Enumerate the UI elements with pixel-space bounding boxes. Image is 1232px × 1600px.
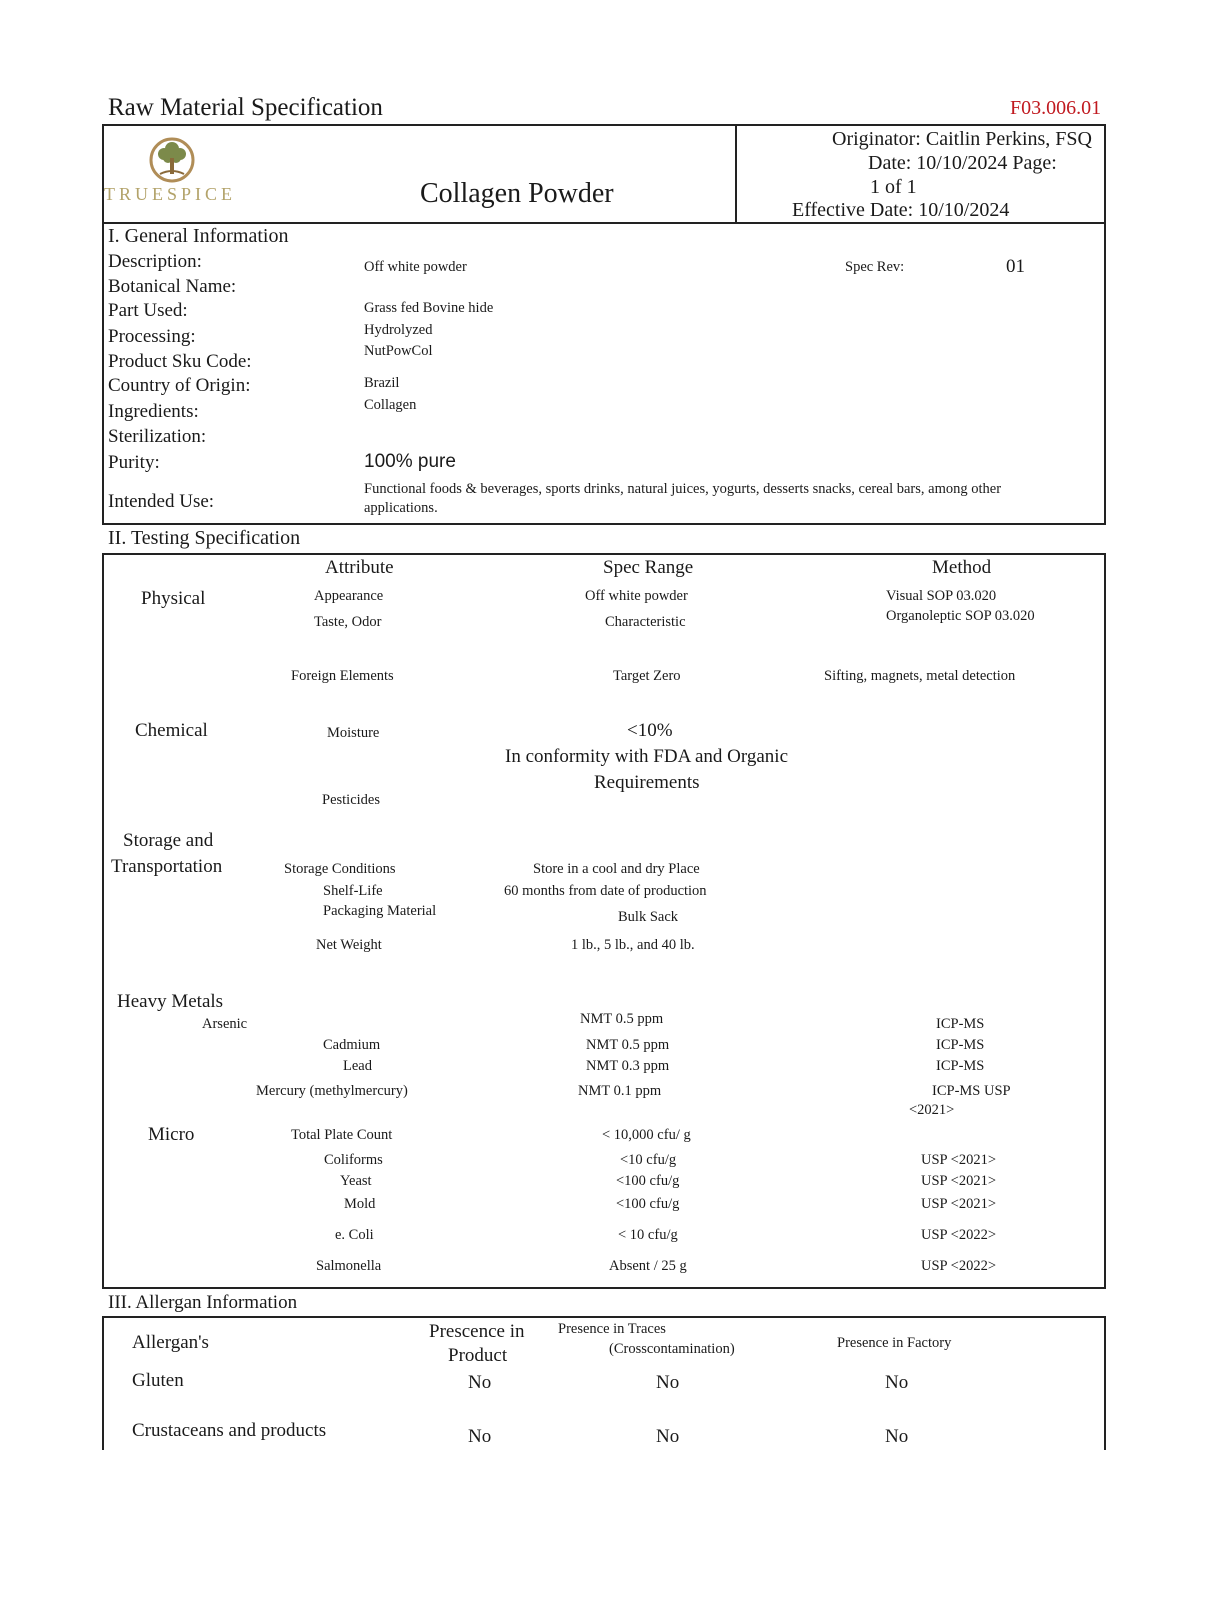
value-description: Off white powder <box>364 259 467 275</box>
method-cadmium: ICP-MS <box>936 1037 985 1053</box>
value-sku: NutPowCol <box>364 343 433 359</box>
col-spec-range: Spec Range <box>603 557 694 578</box>
brand-name: TRUESPICE <box>104 184 237 204</box>
effective-date: Effective Date: 10/10/2024 <box>792 199 1010 221</box>
document-title: Raw Material Specification <box>108 94 383 121</box>
spec-rev-value: 01 <box>1006 256 1025 277</box>
allergen-row-product: No <box>468 1426 492 1447</box>
allergen-row-factory: No <box>885 1372 909 1393</box>
label-part-used: Part Used: <box>108 300 188 321</box>
value-processing: Hydrolyzed <box>364 322 433 338</box>
truespice-logo-icon <box>140 136 204 191</box>
col-presence-traces-line2: (Crosscontamination) <box>609 1341 735 1357</box>
value-country: Brazil <box>364 375 400 391</box>
allergen-row-factory: No <box>885 1426 909 1447</box>
col-presence-product-line2: Product <box>448 1345 508 1366</box>
spec-mold: <100 cfu/g <box>616 1196 680 1212</box>
allergen-left-border <box>102 1316 104 1450</box>
group-heavy-metals: Heavy Metals <box>117 991 224 1012</box>
allergen-right-border <box>1104 1316 1106 1450</box>
label-purity: Purity: <box>108 452 160 473</box>
col-presence-factory: Presence in Factory <box>837 1335 952 1351</box>
spec-salmonella: Absent / 25 g <box>609 1258 687 1274</box>
spec-net-weight: 1 lb., 5 lb., and 40 lb. <box>571 937 695 953</box>
attr-mercury: Mercury (methylmercury) <box>256 1083 408 1099</box>
method-arsenic: ICP-MS <box>936 1016 985 1032</box>
allergen-top-border <box>102 1316 1106 1318</box>
originator: Originator: Caitlin Perkins, FSQ <box>832 128 1092 150</box>
attr-appearance: Appearance <box>314 588 384 604</box>
product-name: Collagen Powder <box>420 178 614 209</box>
value-part-used: Grass fed Bovine hide <box>364 300 494 316</box>
spec-packaging: Bulk Sack <box>618 909 679 925</box>
attr-net-weight: Net Weight <box>316 937 382 953</box>
label-intended-use: Intended Use: <box>108 491 215 512</box>
allergen-row-traces: No <box>656 1372 680 1393</box>
value-intended-use-line2: applications. <box>364 500 438 516</box>
general-info-box <box>102 222 1106 525</box>
header-divider <box>735 124 737 224</box>
spec-arsenic: NMT 0.5 ppm <box>580 1011 664 1027</box>
spec-yeast: <100 cfu/g <box>616 1173 680 1189</box>
allergen-row-product: No <box>468 1372 492 1393</box>
spec-mercury: NMT 0.1 ppm <box>578 1083 662 1099</box>
label-ingredients: Ingredients: <box>108 401 199 422</box>
col-presence-traces-line1: Presence in Traces <box>558 1321 666 1337</box>
attr-lead: Lead <box>343 1058 372 1074</box>
method-appearance: Visual SOP 03.020 <box>886 588 997 604</box>
group-chemical: Chemical <box>135 720 208 741</box>
value-intended-use-line1: Functional foods & beverages, sports drinks, natural juices, yogurts, desserts snacks, cereal bars, among other <box>364 481 1002 497</box>
spec-cadmium: NMT 0.5 ppm <box>586 1037 670 1053</box>
allergen-heading: III. Allergan Information <box>108 1292 298 1313</box>
method-foreign-elements: Sifting, magnets, metal detection <box>824 668 1016 684</box>
label-country: Country of Origin: <box>108 375 251 396</box>
spec-moisture: <10% <box>627 720 673 741</box>
col-method: Method <box>932 557 992 578</box>
attr-taste-odor: Taste, Odor <box>314 614 382 630</box>
attr-shelf-life: Shelf-Life <box>323 883 383 899</box>
label-botanical-name: Botanical Name: <box>108 276 237 297</box>
attr-cadmium: Cadmium <box>323 1037 381 1053</box>
spec-coliforms: <10 cfu/g <box>620 1152 677 1168</box>
attr-storage-conditions: Storage Conditions <box>284 861 396 877</box>
col-attribute: Attribute <box>325 557 394 578</box>
attr-total-plate-count: Total Plate Count <box>291 1127 393 1143</box>
method-taste-odor: Organoleptic SOP 03.020 <box>886 608 1035 624</box>
attr-pesticides: Pesticides <box>322 792 380 808</box>
spec-storage-conditions: Store in a cool and dry Place <box>533 861 700 877</box>
value-ingredients: Collagen <box>364 397 417 413</box>
spec-taste-odor: Characteristic <box>605 614 686 630</box>
group-storage-line2: Transportation <box>111 856 223 877</box>
attr-yeast: Yeast <box>340 1173 372 1189</box>
spec-rev-label: Spec Rev: <box>845 259 905 275</box>
attr-mold: Mold <box>344 1196 376 1212</box>
method-mercury-line1: ICP-MS USP <box>932 1083 1011 1099</box>
method-coliforms: USP <2021> <box>921 1152 997 1168</box>
spec-appearance: Off white powder <box>585 588 688 604</box>
allergen-row-name: Crustaceans and products <box>132 1420 327 1441</box>
group-micro: Micro <box>148 1124 195 1145</box>
col-allergen: Allergan's <box>132 1332 209 1353</box>
date-line: Date: 10/10/2024 Page: <box>868 152 1057 174</box>
method-salmonella: USP <2022> <box>921 1258 997 1274</box>
document-code: F03.006.01 <box>1010 97 1102 119</box>
value-purity: 100% pure <box>364 451 456 472</box>
method-mold: USP <2021> <box>921 1196 997 1212</box>
attr-salmonella: Salmonella <box>316 1258 382 1274</box>
spec-fda-line1: In conformity with FDA and Organic <box>505 746 789 767</box>
spec-foreign-elements: Target Zero <box>613 668 681 684</box>
attr-ecoli: e. Coli <box>335 1227 374 1243</box>
attr-coliforms: Coliforms <box>324 1152 383 1168</box>
allergen-row-traces: No <box>656 1426 680 1447</box>
method-ecoli: USP <2022> <box>921 1227 997 1243</box>
label-processing: Processing: <box>108 326 196 347</box>
method-yeast: USP <2021> <box>921 1173 997 1189</box>
col-presence-product-line1: Prescence in <box>429 1321 525 1342</box>
label-sterilization: Sterilization: <box>108 426 207 447</box>
label-description: Description: <box>108 251 202 272</box>
page-number: 1 of 1 <box>870 176 917 198</box>
testing-heading: II. Testing Specification <box>108 527 301 549</box>
general-info-heading: I. General Information <box>108 225 289 247</box>
attr-foreign-elements: Foreign Elements <box>291 668 394 684</box>
attr-moisture: Moisture <box>327 725 380 741</box>
allergen-row-name: Gluten <box>132 1370 184 1391</box>
spec-ecoli: < 10 cfu/g <box>618 1227 678 1243</box>
method-mercury-line2: <2021> <box>909 1102 955 1118</box>
label-sku: Product Sku Code: <box>108 351 252 372</box>
attr-arsenic: Arsenic <box>202 1016 248 1032</box>
spec-fda-line2: Requirements <box>594 772 700 793</box>
spec-total-plate-count: < 10,000 cfu/ g <box>602 1127 691 1143</box>
group-physical: Physical <box>141 588 206 609</box>
group-storage-line1: Storage and <box>123 830 214 851</box>
spec-lead: NMT 0.3 ppm <box>586 1058 670 1074</box>
spec-shelf-life: 60 months from date of production <box>504 883 707 899</box>
attr-packaging: Packaging Material <box>323 903 437 919</box>
method-lead: ICP-MS <box>936 1058 985 1074</box>
